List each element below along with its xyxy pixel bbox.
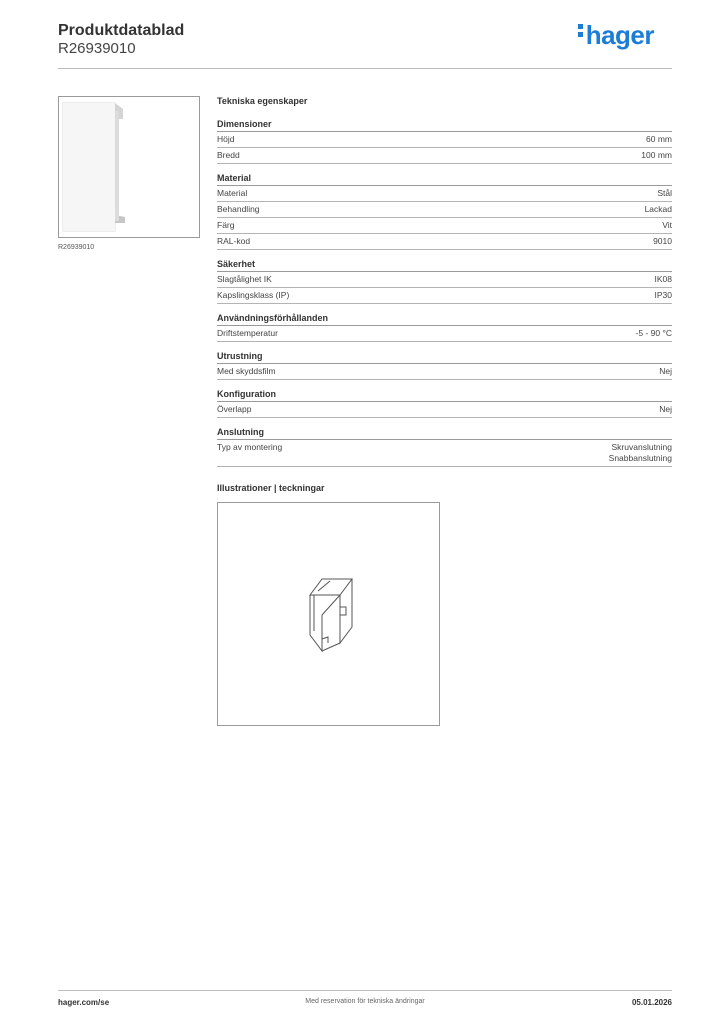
spec-value-line: Nej bbox=[659, 404, 672, 414]
spec-label: RAL-kod bbox=[217, 236, 251, 246]
spec-value-line: -5 - 90 °C bbox=[635, 328, 672, 338]
spec-label: Typ av montering bbox=[217, 442, 283, 452]
spec-value bbox=[657, 188, 672, 199]
spec-value bbox=[655, 290, 673, 301]
logo-text: hager bbox=[585, 20, 654, 50]
spec-row bbox=[217, 364, 672, 380]
footer-divider bbox=[58, 990, 672, 991]
spec-value-line: Snabbanslutning bbox=[608, 453, 672, 463]
spec-value bbox=[655, 274, 673, 285]
spec-section-title: Utrustning bbox=[217, 351, 672, 364]
line-drawing-icon bbox=[218, 503, 439, 725]
spec-section-title: Konfiguration bbox=[217, 389, 672, 402]
spec-value-line: Stål bbox=[657, 188, 672, 198]
spec-value-line: Lackad bbox=[644, 204, 672, 214]
spec-row bbox=[217, 148, 672, 164]
spec-value bbox=[659, 366, 672, 377]
spec-row bbox=[217, 234, 672, 250]
spec-row bbox=[217, 402, 672, 418]
spec-label: Kapslingsklass (IP) bbox=[217, 290, 290, 300]
spec-section bbox=[217, 389, 672, 418]
spec-value bbox=[636, 328, 672, 339]
spec-value bbox=[645, 204, 672, 215]
spec-label: Behandling bbox=[217, 204, 260, 214]
thumbnail-caption: R26939010 bbox=[58, 244, 95, 251]
spec-label: Höjd bbox=[217, 134, 235, 144]
spec-value bbox=[646, 134, 672, 145]
spec-value-line: Nej bbox=[659, 366, 672, 376]
spec-sections bbox=[217, 119, 672, 467]
spec-section bbox=[217, 173, 672, 250]
technical-specs bbox=[217, 96, 672, 476]
product-thumbnail bbox=[58, 96, 200, 238]
spec-value-line: IK08 bbox=[654, 274, 672, 284]
spec-section-title: Användningsförhållanden bbox=[217, 313, 672, 326]
spec-row bbox=[217, 440, 672, 467]
spec-section bbox=[217, 427, 672, 467]
spec-row bbox=[217, 132, 672, 148]
spec-value bbox=[659, 404, 672, 415]
spec-row bbox=[217, 272, 672, 288]
spec-value-line: Skruvanslutning bbox=[611, 442, 672, 452]
spec-value-line: IP30 bbox=[654, 290, 672, 300]
spec-row bbox=[217, 288, 672, 304]
spec-label: Överlapp bbox=[217, 404, 252, 414]
spec-section-title: Material bbox=[217, 173, 672, 186]
spec-label: Färg bbox=[217, 220, 235, 230]
spec-label: Slagtålighet IK bbox=[217, 274, 272, 284]
product-photo-icon bbox=[59, 97, 199, 237]
spec-section bbox=[217, 259, 672, 304]
spec-value bbox=[641, 150, 672, 161]
spec-row bbox=[217, 326, 672, 342]
spec-value bbox=[662, 220, 672, 231]
spec-row bbox=[217, 218, 672, 234]
hager-logo bbox=[578, 20, 654, 51]
footer-date: 05.01.2026 bbox=[631, 998, 672, 1007]
spec-value bbox=[653, 236, 672, 247]
spec-label: Driftstemperatur bbox=[217, 328, 278, 338]
spec-value-line: 9010 bbox=[653, 236, 672, 246]
specs-heading: Tekniska egenskaper bbox=[217, 96, 308, 106]
header-divider bbox=[58, 68, 672, 69]
spec-row bbox=[217, 186, 672, 202]
product-code: R26939010 bbox=[58, 40, 136, 57]
spec-section-title: Dimensioner bbox=[217, 119, 672, 132]
spec-section-title: Anslutning bbox=[217, 427, 672, 440]
footer-website-link[interactable]: hager.com/se bbox=[58, 998, 110, 1007]
spec-label: Material bbox=[217, 188, 248, 198]
spec-value bbox=[609, 442, 672, 464]
spec-value-line: Vit bbox=[662, 220, 672, 230]
spec-section bbox=[217, 313, 672, 342]
spec-section bbox=[217, 351, 672, 380]
spec-label: Bredd bbox=[217, 150, 240, 160]
spec-section bbox=[217, 119, 672, 164]
page-header bbox=[58, 20, 672, 68]
illustrations-heading: Illustrationer | teckningar bbox=[217, 483, 325, 493]
logo-dots-icon bbox=[578, 21, 583, 40]
footer-disclaimer: Med reservation för tekniska ändringar bbox=[305, 998, 425, 1005]
spec-label: Med skyddsfilm bbox=[217, 366, 276, 376]
document-title: Produktdatablad bbox=[58, 22, 185, 39]
spec-value-line: 60 mm bbox=[646, 134, 672, 144]
spec-row bbox=[217, 202, 672, 218]
spec-value-line: 100 mm bbox=[641, 150, 672, 160]
spec-section-title: Säkerhet bbox=[217, 259, 672, 272]
illustration-frame bbox=[217, 502, 440, 726]
